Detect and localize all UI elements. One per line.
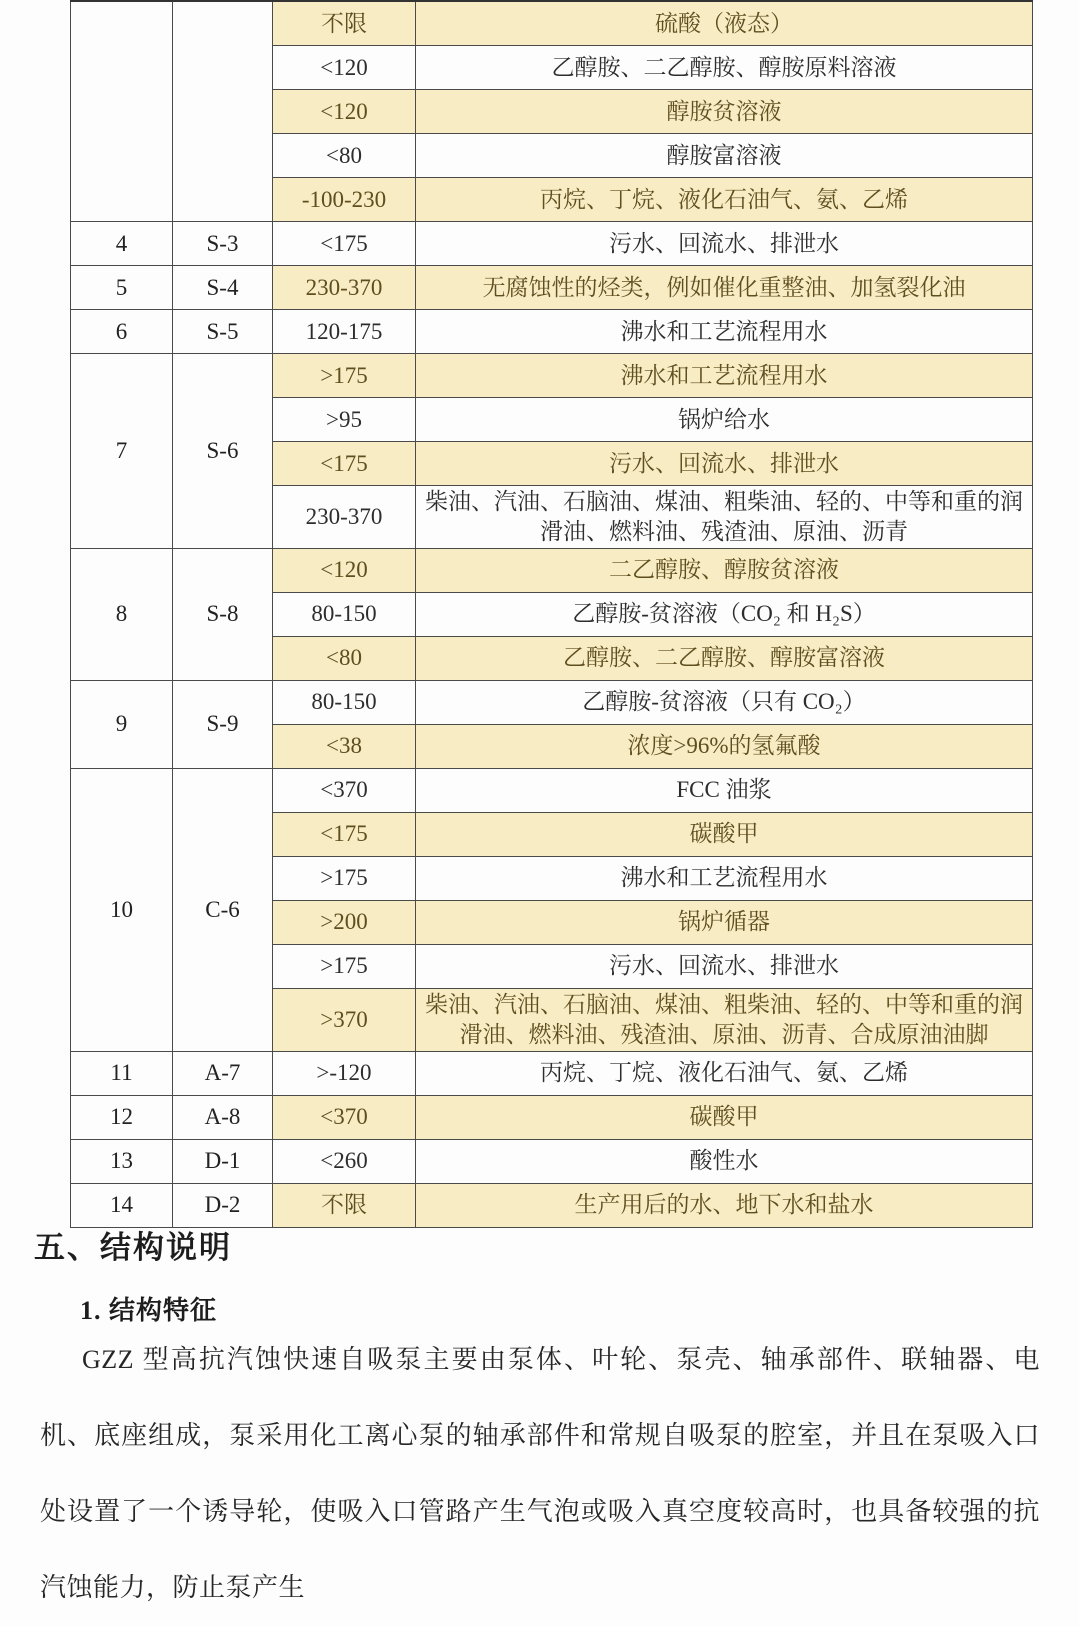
row-number-cell: 4 bbox=[71, 222, 173, 266]
code-cell: D-2 bbox=[173, 1183, 273, 1227]
media-cell: 锅炉给水 bbox=[416, 398, 1033, 442]
temp-cell: <370 bbox=[273, 1095, 416, 1139]
temp-cell: <80 bbox=[273, 636, 416, 680]
code-cell: A-7 bbox=[173, 1051, 273, 1095]
row-number-cell: 8 bbox=[71, 548, 173, 680]
temp-cell: >175 bbox=[273, 856, 416, 900]
table-row bbox=[71, 354, 1033, 398]
temp-cell: <80 bbox=[273, 134, 416, 178]
table-row bbox=[71, 310, 1033, 354]
row-number-cell: 11 bbox=[71, 1051, 173, 1095]
media-cell: 锅炉循器 bbox=[416, 900, 1033, 944]
temp-cell: 230-370 bbox=[273, 266, 416, 310]
temp-cell: <120 bbox=[273, 90, 416, 134]
media-cell: 丙烷、丁烷、液化石油气、氨、乙烯 bbox=[416, 178, 1033, 222]
code-cell: S-3 bbox=[173, 222, 273, 266]
table-row bbox=[71, 1095, 1033, 1139]
temp-cell: >175 bbox=[273, 944, 416, 988]
media-cell: 碳酸甲 bbox=[416, 812, 1033, 856]
media-cell: 酸性水 bbox=[416, 1139, 1033, 1183]
temp-cell: <120 bbox=[273, 46, 416, 90]
temp-cell: -100-230 bbox=[273, 178, 416, 222]
table-row bbox=[71, 1, 1033, 46]
temp-cell: >200 bbox=[273, 900, 416, 944]
temp-cell: 不限 bbox=[273, 1183, 416, 1227]
pump-media-table bbox=[70, 0, 1033, 1228]
table-row bbox=[71, 1139, 1033, 1183]
row-number-cell: 9 bbox=[71, 680, 173, 768]
temp-cell: <260 bbox=[273, 1139, 416, 1183]
media-cell: 乙醇胺、二乙醇胺、醇胺原料溶液 bbox=[416, 46, 1033, 90]
temp-cell: <175 bbox=[273, 222, 416, 266]
table-row bbox=[71, 680, 1033, 724]
media-cell: 沸水和工艺流程用水 bbox=[416, 354, 1033, 398]
media-cell: 沸水和工艺流程用水 bbox=[416, 856, 1033, 900]
media-cell: 沸水和工艺流程用水 bbox=[416, 310, 1033, 354]
table-row bbox=[71, 266, 1033, 310]
table-row bbox=[71, 548, 1033, 592]
temp-cell: <370 bbox=[273, 768, 416, 812]
temp-cell: >370 bbox=[273, 988, 416, 1051]
media-cell: 醇胺富溶液 bbox=[416, 134, 1033, 178]
media-cell: 乙醇胺-贫溶液（只有 CO₂） bbox=[416, 680, 1033, 724]
media-cell: 污水、回流水、排泄水 bbox=[416, 944, 1033, 988]
row-number-cell: 13 bbox=[71, 1139, 173, 1183]
row-number-cell: 6 bbox=[71, 310, 173, 354]
code-cell: C-6 bbox=[173, 768, 273, 1051]
temp-cell: 80-150 bbox=[273, 680, 416, 724]
media-cell: 柴油、汽油、石脑油、煤油、粗柴油、轻的、中等和重的润滑油、燃料油、残渣油、原油、沥青、合成原油油脚 bbox=[416, 988, 1033, 1051]
media-cell: 碳酸甲 bbox=[416, 1095, 1033, 1139]
code-cell: S-9 bbox=[173, 680, 273, 768]
media-cell: 柴油、汽油、石脑油、煤油、粗柴油、轻的、中等和重的润滑油、燃料油、残渣油、原油、沥青 bbox=[416, 486, 1033, 549]
temp-cell: >-120 bbox=[273, 1051, 416, 1095]
temp-cell: 不限 bbox=[273, 1, 416, 46]
code-cell: D-1 bbox=[173, 1139, 273, 1183]
temp-cell: <175 bbox=[273, 812, 416, 856]
media-cell: 丙烷、丁烷、液化石油气、氨、乙烯 bbox=[416, 1051, 1033, 1095]
code-cell: S-5 bbox=[173, 310, 273, 354]
temp-cell: <175 bbox=[273, 442, 416, 486]
media-cell: FCC 油浆 bbox=[416, 768, 1033, 812]
row-number-cell: 7 bbox=[71, 354, 173, 549]
media-cell: 醇胺贫溶液 bbox=[416, 90, 1033, 134]
section-subtitle: 1. 结构特征 bbox=[80, 1290, 217, 1327]
temp-cell: 230-370 bbox=[273, 486, 416, 549]
media-cell: 污水、回流水、排泄水 bbox=[416, 442, 1033, 486]
temp-cell: >95 bbox=[273, 398, 416, 442]
media-cell: 污水、回流水、排泄水 bbox=[416, 222, 1033, 266]
code-cell: S-8 bbox=[173, 548, 273, 680]
table-row bbox=[71, 768, 1033, 812]
section-title: 五、结构说明 bbox=[34, 1222, 232, 1267]
temp-cell: <38 bbox=[273, 724, 416, 768]
temp-cell: 120-175 bbox=[273, 310, 416, 354]
table-row bbox=[71, 1183, 1033, 1227]
row-number-cell: 12 bbox=[71, 1095, 173, 1139]
code-cell bbox=[173, 1, 273, 222]
temp-cell: 80-150 bbox=[273, 592, 416, 636]
section-paragraph: GZZ 型高抗汽蚀快速自吸泵主要由泵体、叶轮、泵壳、轴承部件、联轴器、电机、底座组成，泵采用化工离心泵的轴承部件和常规自吸泵的腔室，并且在泵吸入口处设置了一个诱导轮，使吸入口管路产生气泡或吸入真空度较高时，也具备较强的抗汽蚀能力，防止泵产生 bbox=[40, 1322, 1040, 1626]
media-cell: 硫酸（液态） bbox=[416, 1, 1033, 46]
row-number-cell: 10 bbox=[71, 768, 173, 1051]
temp-cell: >175 bbox=[273, 354, 416, 398]
row-number-cell bbox=[71, 1, 173, 222]
table-row bbox=[71, 1051, 1033, 1095]
media-cell: 乙醇胺-贫溶液（CO₂ 和 H₂S） bbox=[416, 592, 1033, 636]
code-cell: S-4 bbox=[173, 266, 273, 310]
row-number-cell: 5 bbox=[71, 266, 173, 310]
code-cell: S-6 bbox=[173, 354, 273, 549]
media-cell: 浓度>96%的氢氟酸 bbox=[416, 724, 1033, 768]
table-row bbox=[71, 222, 1033, 266]
media-cell: 二乙醇胺、醇胺贫溶液 bbox=[416, 548, 1033, 592]
media-cell: 乙醇胺、二乙醇胺、醇胺富溶液 bbox=[416, 636, 1033, 680]
media-cell: 生产用后的水、地下水和盐水 bbox=[416, 1183, 1033, 1227]
media-cell: 无腐蚀性的烃类，例如催化重整油、加氢裂化油 bbox=[416, 266, 1033, 310]
code-cell: A-8 bbox=[173, 1095, 273, 1139]
row-number-cell: 14 bbox=[71, 1183, 173, 1227]
temp-cell: <120 bbox=[273, 548, 416, 592]
